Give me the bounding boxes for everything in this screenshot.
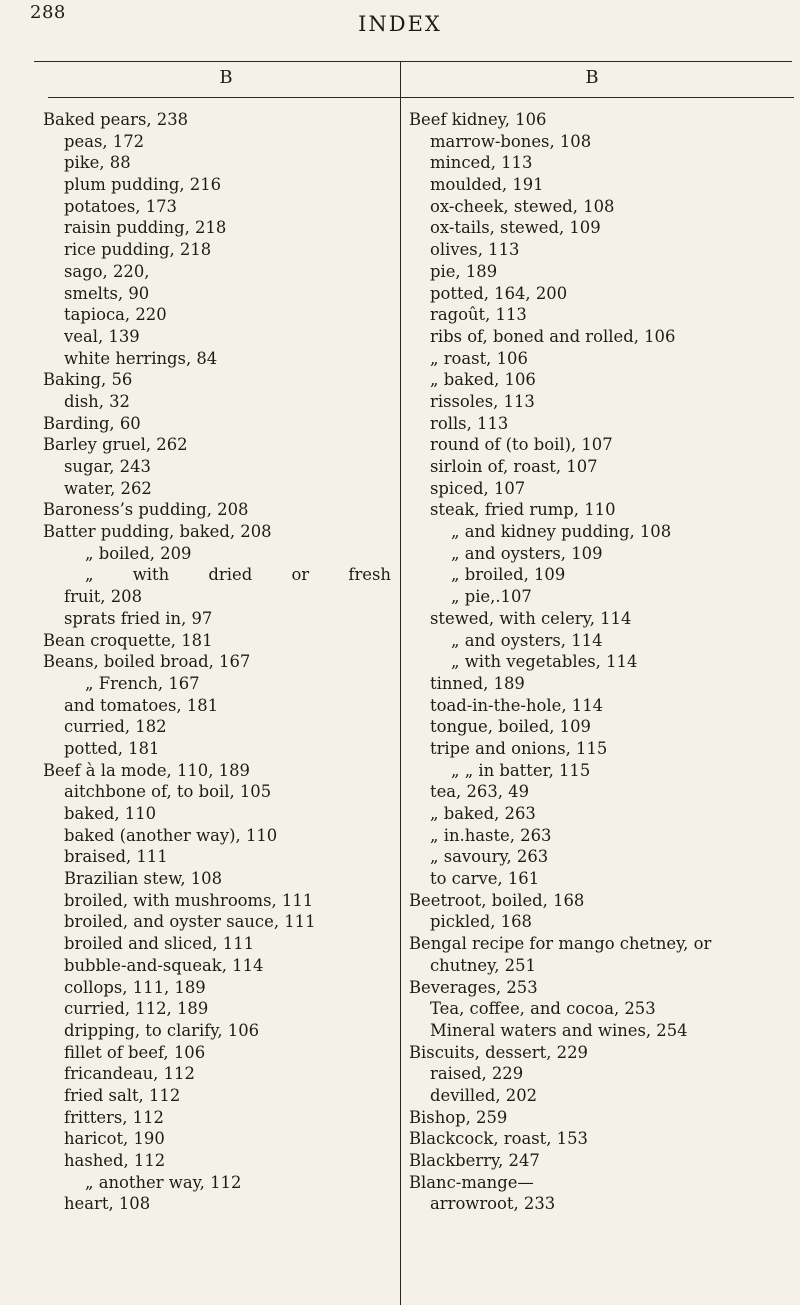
index-entry: Brazilian stew, 108 [64,869,223,889]
index-entry: pike, 88 [64,153,131,173]
index-entry: rice pudding, 218 [64,240,212,260]
index-entry: and tomatoes, 181 [64,695,219,715]
column-heading-rule [48,97,794,98]
index-entry: „ and kidney pudding, 108 [451,522,672,542]
index-entry: ribs of, boned and rolled, 106 [430,326,676,346]
index-entry: Beetroot, boiled, 168 [409,890,585,910]
index-entry: rissoles, 113 [430,391,535,411]
column-divider [400,61,401,1305]
index-entry: „ savoury, 263 [430,847,549,867]
index-entry: Beverages, 253 [409,977,538,997]
index-entry: Blackcock, roast, 153 [409,1129,588,1149]
index-entry: tripe and onions, 115 [430,738,608,758]
index-entry: Biscuits, dessert, 229 [409,1042,588,1062]
index-entry: sprats fried in, 97 [64,608,213,628]
index-entry: baked, 110 [64,804,157,823]
index-entry: potatoes, 173 [64,196,177,216]
right-column-letter: B [585,67,599,88]
index-entry: marrow-bones, 108 [430,131,592,151]
index-entry: moulded, 191 [430,175,544,195]
index-entry: raised, 229 [430,1064,524,1084]
index-entry: tongue, boiled, 109 [430,717,591,737]
index-entry: devilled, 202 [430,1085,538,1105]
index-entry: white herrings, 84 [64,348,218,368]
index-entry: olives, 113 [430,240,520,260]
index-entry: Baroness’s pudding, 208 [43,500,249,520]
index-entry: heart, 108 [64,1194,151,1214]
index-entry: broiled, with mushrooms, 111 [64,890,314,910]
index-entry: bubble-and-squeak, 114 [64,955,264,975]
index-entry: tinned, 189 [430,673,525,693]
index-entry: „ boiled, 209 [85,543,192,563]
index-entry: „ broiled, 109 [451,565,566,585]
index-entry: „ pie,.107 [451,587,532,607]
index-entry: sugar, 243 [64,457,151,476]
index-entry: Beef kidney, 106 [409,110,547,129]
index-entry: Baking, 56 [43,370,133,390]
index-entry: Blanc-mange— [409,1172,534,1192]
index-entry: „ baked, 106 [430,370,536,390]
index-entry: „ another way, 112 [85,1172,242,1192]
index-entry: broiled and sliced, 111 [64,934,255,954]
index-entry: ox-tails, stewed, 109 [430,218,601,238]
index-entry: round of (to boil), 107 [430,435,613,455]
index-entry: ox-cheek, stewed, 108 [430,196,615,216]
index-entry: fricandeau, 112 [64,1064,195,1084]
index-entry: „ and oysters, 114 [451,630,603,650]
index-entry: hashed, 112 [64,1151,166,1170]
index-entry: „ roast, 106 [430,348,528,368]
index-entry: „ baked, 263 [430,804,536,823]
index-entry: Barley gruel, 262 [43,435,188,455]
index-entry: Mineral waters and wines, 254 [430,1020,688,1040]
index-entry: collops, 111, 189 [64,977,206,997]
index-entry: Batter pudding, baked, 208 [43,522,272,542]
index-entry: chutney, 251 [430,955,536,975]
index-entry: pickled, 168 [430,912,532,932]
index-entry: Barding, 60 [43,413,141,433]
index-entry: dripping, to clarify, 106 [64,1020,260,1040]
index-entry: „ and oysters, 109 [451,543,603,563]
index-entry: toad-in-the-hole, 114 [430,695,604,715]
index-entry: arrowroot, 233 [430,1194,556,1214]
index-entry: fritters, 112 [64,1107,164,1127]
page-number: 288 [30,2,66,23]
index-entry: smelts, 90 [64,283,150,303]
index-entry: „ French, 167 [85,673,200,693]
index-entry: „ with vegetables, 114 [451,652,638,672]
index-entry: curried, 182 [64,717,167,737]
running-head: INDEX [358,12,442,36]
index-entry: minced, 113 [430,153,533,173]
index-entry: tea, 263, 49 [430,782,530,802]
index-entry: stewed, with celery, 114 [430,608,632,628]
index-entry: potted, 181 [64,738,160,758]
index-entry: raisin pudding, 218 [64,218,227,238]
index-entry: to carve, 161 [430,869,540,889]
index-entry: dish, 32 [64,391,130,411]
index-entry: fruit, 208 [64,587,142,607]
index-entry: rolls, 113 [430,413,509,433]
index-entry: ragoût, 113 [430,305,527,325]
index-entry: Bengal recipe for mango chetney, or [409,934,712,954]
index-entry: Bean croquette, 181 [43,630,213,650]
index-entry: sago, 220, [64,261,150,281]
index-entry: Bishop, 259 [409,1107,508,1127]
index-entry: baked (another way), 110 [64,825,278,845]
right-index-column [409,109,794,1215]
index-entry: Baked pears, 238 [43,110,189,129]
index-entry: Tea, coffee, and cocoa, 253 [430,999,656,1019]
left-index-column [43,109,391,1215]
index-entry: braised, 111 [64,847,168,867]
index-entry: peas, 172 [64,131,145,151]
index-entry: spiced, 107 [430,478,526,498]
top-rule [34,61,792,62]
index-entry: Beef à la mode, 110, 189 [43,760,250,780]
index-entry: tapioca, 220 [64,305,167,325]
index-entry: „ „ in batter, 115 [451,760,591,780]
index-entry: potted, 164, 200 [430,283,568,303]
index-entry: steak, fried rump, 110 [430,500,616,520]
index-entry: veal, 139 [64,326,140,346]
index-entry: sirloin of, roast, 107 [430,457,598,476]
index-entry: curried, 112, 189 [64,999,209,1019]
index-entry: „ in.haste, 263 [430,825,552,845]
index-entry: broiled, and oyster sauce, 111 [64,912,316,932]
left-column-letter: B [219,67,233,88]
index-entry: fillet of beef, 106 [64,1042,206,1062]
index-entry: pie, 189 [430,261,498,281]
index-entry: water, 262 [64,478,152,498]
index-entry: fried salt, 112 [64,1085,181,1105]
index-entry: plum pudding, 216 [64,175,222,195]
index-entry: Blackberry, 247 [409,1151,540,1170]
index-entry: aitchbone of, to boil, 105 [64,782,272,802]
index-entry: Beans, boiled broad, 167 [43,652,251,672]
index-entry: haricot, 190 [64,1129,165,1149]
index-entry: „ with dried or fresh [85,565,391,585]
